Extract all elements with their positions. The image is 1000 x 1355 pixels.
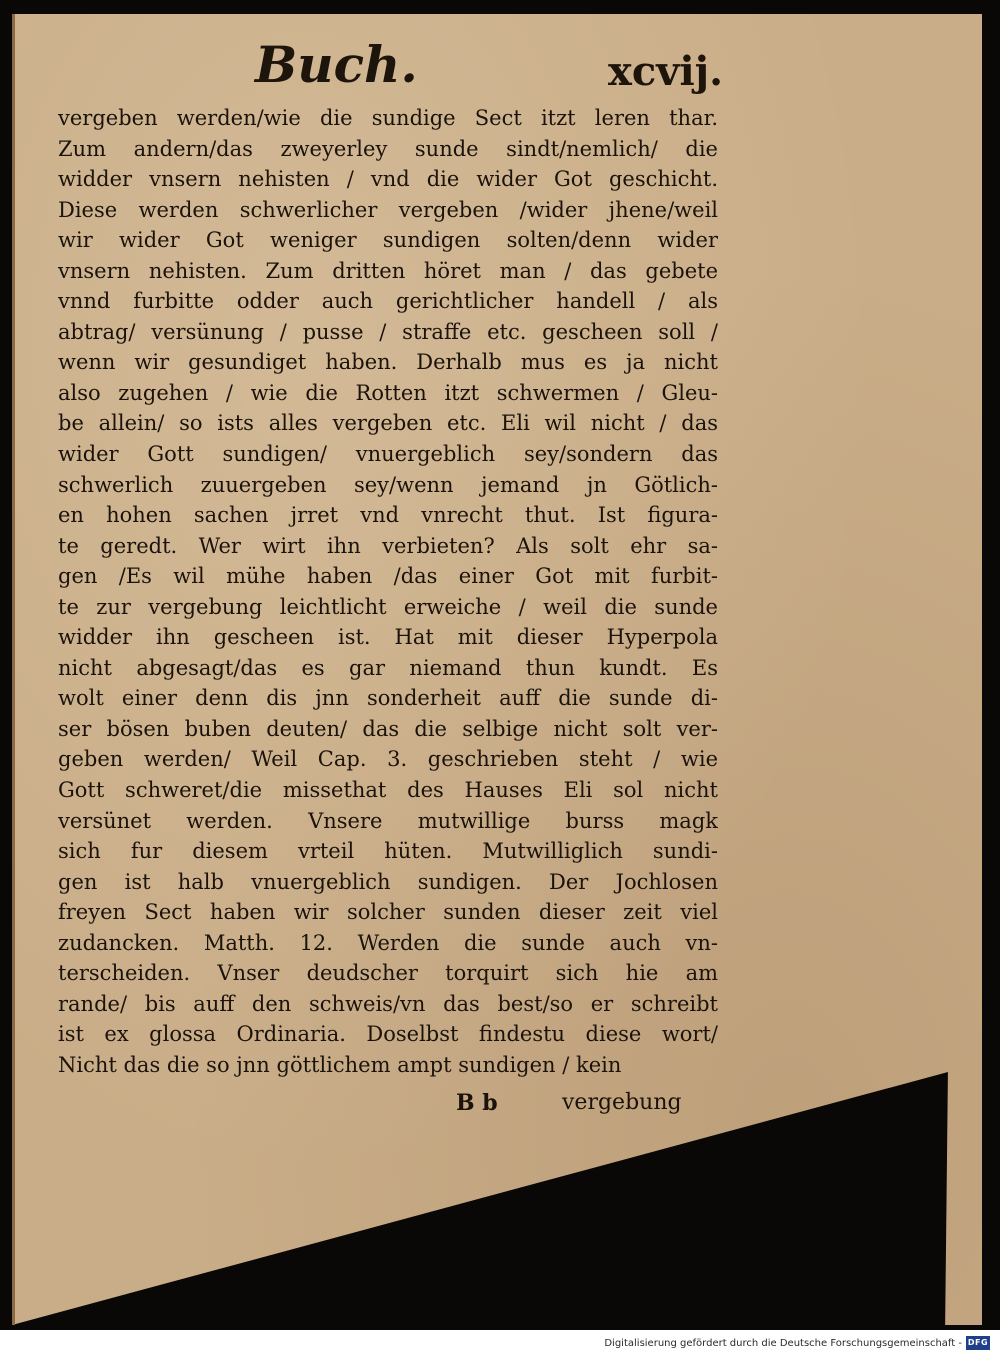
text-line: vnnd furbitte odder auch gerichtlicher handell / als bbox=[58, 289, 718, 314]
text-line: gen /Es wil mühe haben /das einer Got mit furbit- bbox=[58, 564, 718, 589]
text-line: rande/ bis auff den schweis/vn das best/so er schreibt bbox=[58, 991, 718, 1016]
text-line: gen ist halb vnuergeblich sundigen. Der Jochlosen bbox=[58, 869, 718, 894]
text-line: Diese werden schwerlicher vergeben /wider jhene/weil bbox=[58, 197, 718, 222]
text-line: en hohen sachen jrret vnd vnrecht thut. Ist figura- bbox=[58, 503, 718, 528]
text-line: wider Gott sundigen/ vnuergeblich sey/sondern das bbox=[58, 442, 718, 467]
catchword: vergebung bbox=[562, 1090, 682, 1115]
text-line: zudancken. Matth. 12. Werden die sunde auch vn- bbox=[58, 930, 718, 955]
text-line: geben werden/ Weil Cap. 3. geschrieben steht / wie bbox=[58, 747, 718, 772]
text-line: te geredt. Wer wirt ihn verbieten? Als solt ehr sa- bbox=[58, 533, 718, 558]
text-line: wir wider Got weniger sundigen solten/denn wider bbox=[58, 228, 718, 253]
running-head: Buch. bbox=[255, 35, 418, 94]
catchword-line bbox=[456, 1090, 696, 1122]
text-line: also zugehen / wie die Rotten itzt schwermen / Gleu- bbox=[58, 380, 718, 405]
page-edge bbox=[12, 14, 15, 1325]
text-line: widder ihn gescheen ist. Hat mit dieser Hyperpola bbox=[58, 625, 718, 650]
text-line: versünet werden. Vnsere mutwillige burss magk bbox=[58, 808, 718, 833]
text-line: te zur vergebung leichtlicht erweiche / weil die sunde bbox=[58, 594, 718, 619]
text-line: terscheiden. Vnser deudscher torquirt sich hie am bbox=[58, 961, 718, 986]
text-line: ist ex glossa Ordinaria. Doselbst findestu diese wort/ bbox=[58, 1022, 718, 1047]
text-line: freyen Sect haben wir solcher sunden dieser zeit viel bbox=[58, 900, 718, 925]
text-line: wenn wir gesundiget haben. Derhalb mus es ja nicht bbox=[58, 350, 718, 375]
body-text bbox=[58, 103, 718, 1081]
dfg-logo: DFG bbox=[966, 1336, 990, 1350]
text-line: widder vnsern nehisten / vnd die wider Got geschicht. bbox=[58, 167, 718, 192]
text-line: Zum andern/das zweyerley sunde sindt/nemlich/ die bbox=[58, 136, 718, 161]
text-line: Nicht das die so jnn göttlichem ampt sundigen / kein bbox=[58, 1052, 622, 1077]
text-line: be allein/ so ists alles vergeben etc. Eli wil nicht / das bbox=[58, 411, 718, 436]
digitization-credit: Digitalisierung gefördert durch die Deutsche Forschungsgemeinschaft - bbox=[604, 1338, 962, 1349]
text-line: ser bösen buben deuten/ das die selbige nicht solt ver- bbox=[58, 716, 718, 741]
text-line: sich fur diesem vrteil hüten. Mutwilliglich sundi- bbox=[58, 839, 718, 864]
text-line: vnsern nehisten. Zum dritten höret man / das gebete bbox=[58, 258, 718, 283]
text-line: vergeben werden/wie die sundige Sect itzt leren thar. bbox=[58, 106, 718, 130]
text-line: wolt einer denn dis jnn sonderheit auff die sunde di- bbox=[58, 686, 718, 711]
text-line: schwerlich zuuergeben sey/wenn jemand jn Götlich- bbox=[58, 472, 718, 497]
folio-number: xcvij. bbox=[608, 48, 724, 95]
signature-mark: B b bbox=[456, 1090, 498, 1116]
text-line: Gott schweret/die missethat des Hauses Eli sol nicht bbox=[58, 778, 718, 803]
text-line: abtrag/ versünung / pusse / straffe etc. gescheen soll / bbox=[58, 319, 718, 344]
text-line: nicht abgesagt/das es gar niemand thun kundt. Es bbox=[58, 655, 718, 680]
